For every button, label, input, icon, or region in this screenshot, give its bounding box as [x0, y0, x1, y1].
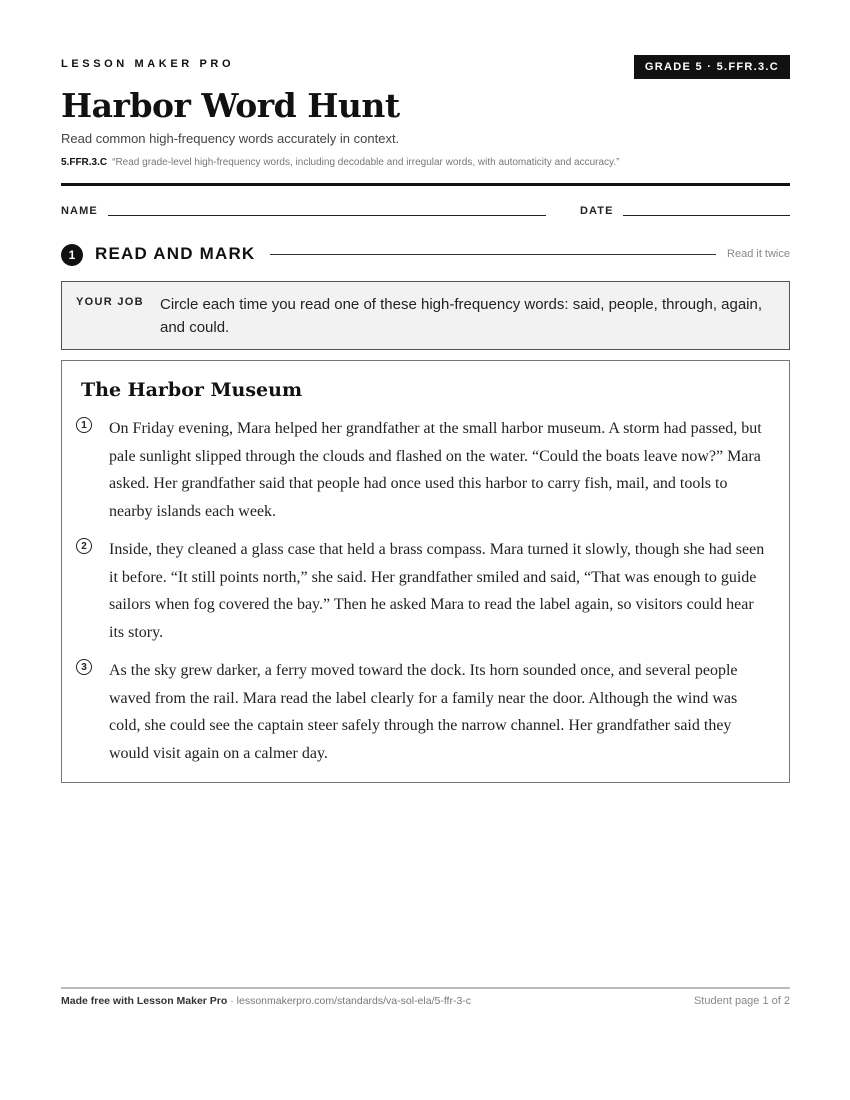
name-field[interactable] [108, 215, 546, 216]
standard-code: 5.FFR.3.C [61, 157, 108, 168]
paragraph-text: As the sky grew darker, a ferry moved toward the dock. Its horn sounded once, and several people waved from the rail. Mara read the label clearly for a family near the door. Although the wind was cold, she could see the captain steer safely through the narrow channel. Her grandfather said they would visit again on a calmer day. [109, 662, 738, 762]
footer-credit [61, 995, 471, 1007]
standard-text: “Read grade-level high-frequency words, including decodable and irregular words, with automaticity and accuracy.” [112, 157, 620, 168]
header-divider [61, 183, 790, 186]
passage-box [61, 360, 790, 783]
task-box [61, 281, 790, 350]
date-field[interactable] [623, 215, 790, 216]
grade-badge: GRADE 5 · 5.FFR.3.C [634, 55, 790, 79]
brand-name: LESSON MAKER PRO [61, 58, 235, 70]
paragraph-number: 2 [76, 538, 92, 554]
footer-made-with: Made free with Lesson Maker Pro [61, 995, 228, 1007]
section-rule [270, 254, 716, 255]
paragraph-text: On Friday evening, Mara helped her grandfather at the small harbor museum. A storm had passed, but pale sunlight slipped through the clouds and flashed on the water. “Could the boats leave now?” Mara asked. Her grandfather said that people had once used this harbor to carry fish, mail, and tools to nearby islands each week. [109, 420, 762, 520]
name-label: NAME [61, 205, 98, 217]
section-header [61, 243, 790, 267]
page-title: Harbor Word Hunt [61, 86, 400, 125]
standard-line [61, 157, 619, 168]
task-label: YOUR JOB [76, 296, 144, 308]
paragraph-number: 1 [76, 417, 92, 433]
paragraph-number: 3 [76, 659, 92, 675]
footer-page-info: Student page 1 of 2 [693, 995, 790, 1007]
name-date-row [61, 203, 790, 219]
section-hint: Read it twice [727, 248, 790, 260]
section-title: READ AND MARK [95, 244, 256, 263]
worksheet-page [61, 0, 790, 1100]
date-label: DATE [580, 205, 614, 217]
footer-divider [61, 987, 790, 989]
passage-title: The Harbor Museum [81, 379, 303, 401]
footer-separator: · [227, 995, 237, 1007]
footer-url[interactable]: lessonmakerpro.com/standards/va-sol-ela/5-ffr-3-c [236, 995, 472, 1007]
page-subtitle: Read common high-frequency words accurately in context. [61, 131, 400, 146]
paragraph-text: Inside, they cleaned a glass case that held a brass compass. Mara turned it slowly, though she had seen it before. “It still points north,” she said. Her grandfather smiled and said, “That was enough to guide sailors when fog covered the bay.” Then he asked Mara to read the label again, so visitors could hear its story. [109, 541, 765, 641]
section-number-badge: 1 [61, 244, 83, 266]
task-instructions: Circle each time you read one of these high-frequency words: said, people, through, again, and could. [160, 296, 763, 336]
